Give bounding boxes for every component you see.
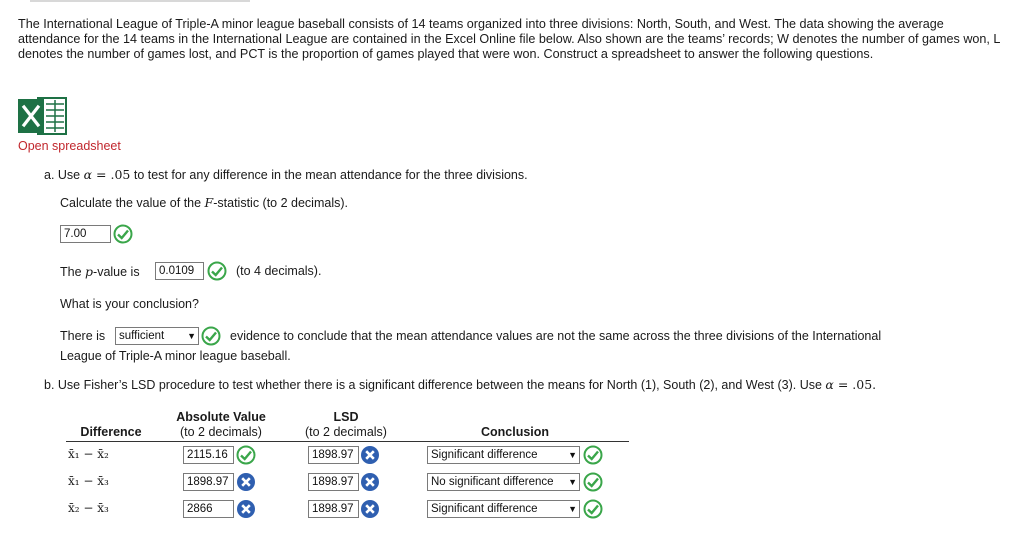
p-value-label: The p-value is	[60, 264, 140, 279]
row-label-2-3: x̄₂ − x̄₃	[68, 501, 109, 515]
conclusion-select-1-2[interactable]	[427, 446, 580, 464]
evidence-select-value: sufficient	[119, 330, 165, 342]
cross-icon	[360, 445, 380, 465]
abs-value-input-2-3[interactable]: 2866	[183, 500, 234, 518]
part-b-prompt: b. Use Fisher’s LSD procedure to test whether there is a significant difference between the means for North (1), South (2), and West (3). Use α = .05.	[44, 377, 877, 392]
lsd-input-1-3[interactable]: 1898.97	[308, 473, 359, 491]
conclusion-question: What is your conclusion?	[60, 297, 199, 311]
conclusion-select-value: Significant difference	[431, 449, 538, 461]
check-icon	[236, 445, 256, 465]
lsd-input-2-3[interactable]: 1898.97	[308, 500, 359, 518]
p-value-note: (to 4 decimals).	[236, 264, 322, 278]
header-lsd: LSD	[333, 410, 359, 424]
row-label-1-3: x̄₁ − x̄₃	[68, 474, 109, 488]
check-icon	[113, 224, 133, 244]
open-spreadsheet-link[interactable]: Open spreadsheet	[18, 139, 121, 153]
abs-value-input-1-3[interactable]: 1898.97	[183, 473, 234, 491]
check-icon	[201, 326, 221, 346]
f-statistic-prompt: Calculate the value of the F-statistic (to 2 decimals).	[60, 195, 348, 210]
top-divider	[30, 0, 250, 2]
part-a-prompt: a. Use α = .05 to test for any difference in the mean attendance for the three divisions.	[44, 167, 528, 182]
conclusion-select-value: No significant difference	[431, 476, 554, 488]
f-statistic-input[interactable]: 7.00	[60, 225, 111, 243]
conclusion-text-line2: League of Triple-A minor league baseball.	[60, 349, 291, 363]
header-lsd-sub: (to 2 decimals)	[305, 425, 387, 439]
lsd-input-1-2[interactable]: 1898.97	[308, 446, 359, 464]
header-difference: Difference	[80, 425, 142, 439]
chevron-down-icon: ▼	[568, 504, 577, 514]
there-is-label: There is	[60, 329, 106, 343]
conclusion-select-1-3[interactable]	[427, 473, 580, 491]
conclusion-text-line1: evidence to conclude that the mean attendance values are not the same across the three divisions of the International	[230, 329, 882, 343]
check-icon	[207, 261, 227, 281]
chevron-down-icon: ▼	[568, 450, 577, 460]
excel-file-icon[interactable]	[18, 96, 68, 136]
cross-icon	[360, 472, 380, 492]
conclusion-select-value: Significant difference	[431, 503, 538, 515]
header-conclusion: Conclusion	[480, 425, 550, 439]
cross-icon	[360, 499, 380, 519]
row-label-1-2: x̄₁ − x̄₂	[68, 447, 109, 461]
table-header-rule	[66, 441, 629, 442]
check-icon	[583, 472, 603, 492]
chevron-down-icon: ▼	[187, 331, 196, 341]
conclusion-select-2-3[interactable]	[427, 500, 580, 518]
header-absolute-value-sub: (to 2 decimals)	[180, 425, 262, 439]
check-icon	[583, 499, 603, 519]
cross-icon	[236, 499, 256, 519]
p-value-input[interactable]: 0.0109	[155, 262, 204, 280]
problem-intro: The International League of Triple-A minor league baseball consists of 14 teams organized into three divisions: North, South, and West. The data showing the average attendance for the 14 teams in the International League are contained in the Excel Online file below. Also shown are the teams’ records; W denotes the number of games won, L denotes the number of games lost, and PCT is the proportion of games played that were won. Construct a spreadsheet to answer the following questions.	[18, 17, 1000, 61]
check-icon	[583, 445, 603, 465]
evidence-select[interactable]	[115, 327, 199, 345]
cross-icon	[236, 472, 256, 492]
chevron-down-icon: ▼	[568, 477, 577, 487]
header-absolute-value: Absolute Value	[176, 410, 266, 424]
abs-value-input-1-2[interactable]: 2115.16	[183, 446, 234, 464]
